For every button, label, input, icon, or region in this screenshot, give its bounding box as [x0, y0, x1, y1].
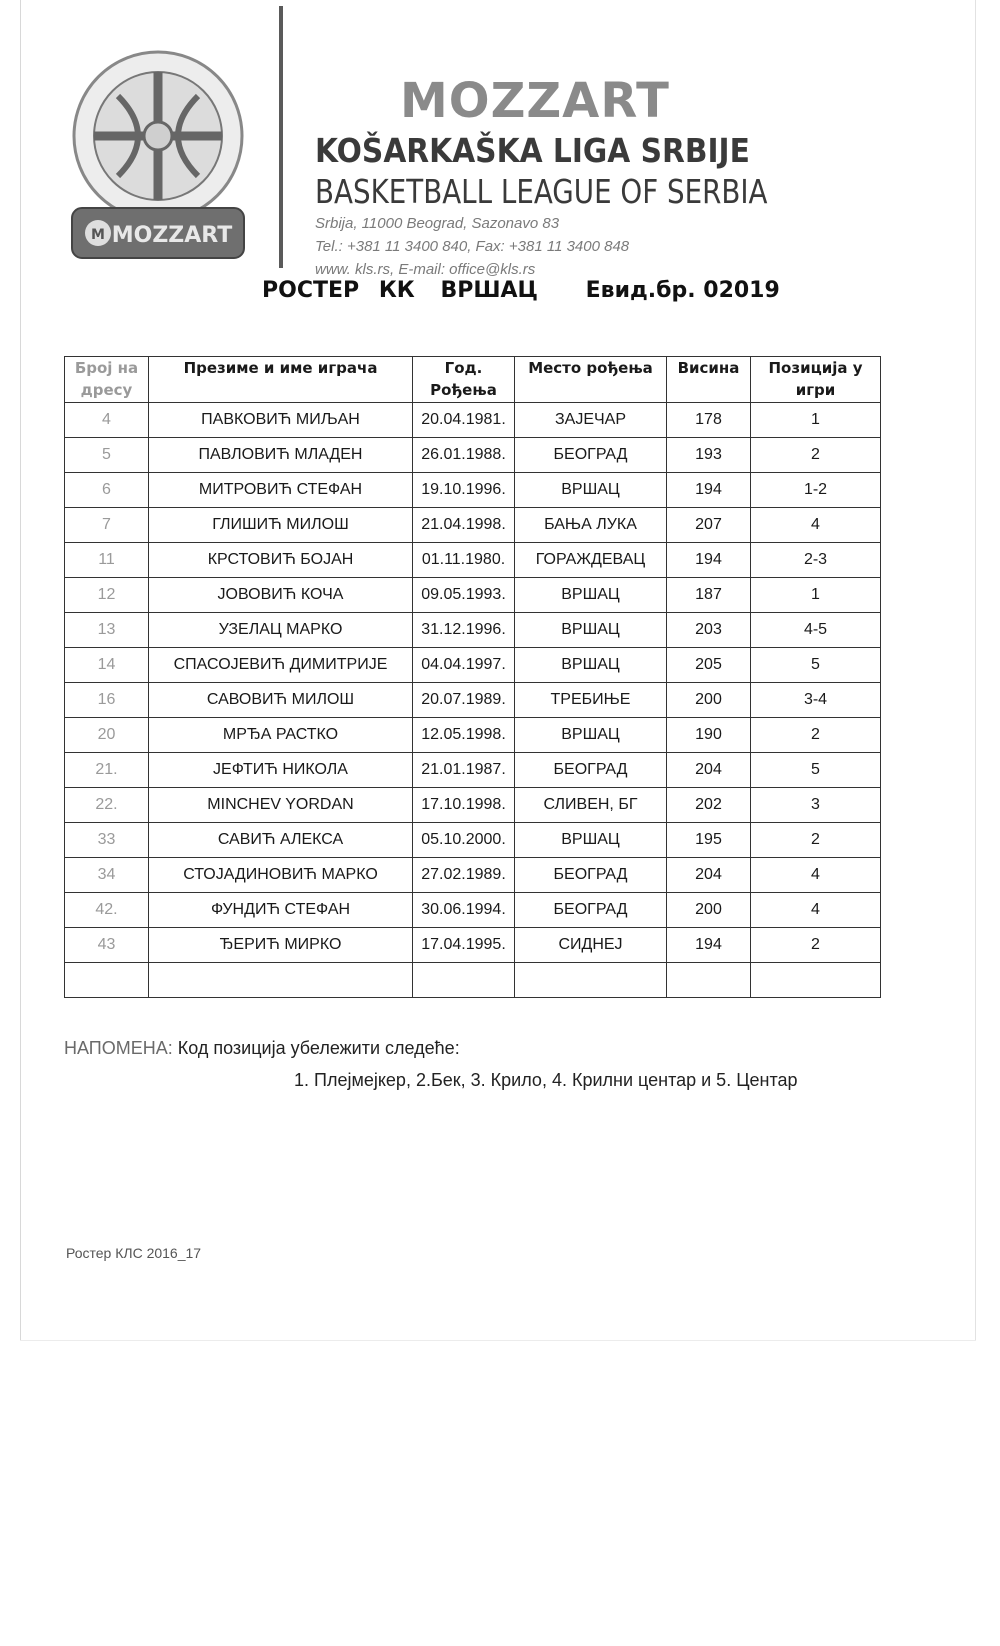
registration-number: Евид.бр. 02019 [585, 278, 780, 303]
player-name: ЂЕРИЋ МИРКО [149, 928, 413, 963]
org-name-english: BASKETBALL LEAGUE OF SERBIA [315, 172, 768, 211]
player-height: 202 [667, 788, 751, 823]
table-row [65, 438, 881, 473]
birth-place: ВРШАЦ [515, 648, 667, 683]
birth-place: БАЊА ЛУКА [515, 508, 667, 543]
player-position: 1-2 [751, 473, 881, 508]
header-number: Број на дресу [65, 357, 149, 403]
player-height: 194 [667, 473, 751, 508]
table-row [65, 788, 881, 823]
player-height: 204 [667, 858, 751, 893]
player-number: 42. [65, 893, 149, 928]
birth-date: 05.10.2000. [413, 823, 515, 858]
birth-place: ТРЕБИЊЕ [515, 683, 667, 718]
player-height: 200 [667, 893, 751, 928]
player-name: СТОЈАДИНОВИЋ МАРКО [149, 858, 413, 893]
birth-date: 17.10.1998. [413, 788, 515, 823]
player-number: 34 [65, 858, 149, 893]
table-row [65, 508, 881, 543]
player-number: 12 [65, 578, 149, 613]
birth-place: БЕОГРАД [515, 753, 667, 788]
birth-place: ВРШАЦ [515, 473, 667, 508]
birth-place: СИДНЕЈ [515, 928, 667, 963]
player-position: 3 [751, 788, 881, 823]
table-row [65, 403, 881, 438]
table-row [65, 858, 881, 893]
player-position: 3-4 [751, 683, 881, 718]
player-number: 11 [65, 543, 149, 578]
birth-date: 21.01.1987. [413, 753, 515, 788]
player-height [667, 963, 751, 998]
player-position: 1 [751, 403, 881, 438]
birth-date: 27.02.1989. [413, 858, 515, 893]
org-name-serbian: KOŠARKAŠKA LIGA SRBIJE [315, 131, 750, 170]
player-position: 4 [751, 508, 881, 543]
svg-text:MOZZART: MOZZART [111, 223, 233, 248]
player-position: 5 [751, 648, 881, 683]
player-name: ПАВКОВИЋ МИЉАН [149, 403, 413, 438]
birth-place: ВРШАЦ [515, 718, 667, 753]
table-row [65, 613, 881, 648]
position-legend: 1. Плејмејкер, 2.Бек, 3. Крило, 4. Крилни центар и 5. Центар [294, 1070, 798, 1090]
org-phone: Tel.: +381 11 3400 840, Fax: +381 11 3400 848 [315, 238, 630, 255]
player-name: САВОВИЋ МИЛОШ [149, 683, 413, 718]
player-number: 5 [65, 438, 149, 473]
player-position: 4 [751, 858, 881, 893]
birth-date: 31.12.1996. [413, 613, 515, 648]
birth-date: 20.04.1981. [413, 403, 515, 438]
player-name: ЈЕФТИЋ НИКОЛА [149, 753, 413, 788]
roster-label: РОСТЕР [262, 278, 360, 303]
birth-date: 01.11.1980. [413, 543, 515, 578]
table-row [65, 578, 881, 613]
org-header [315, 72, 915, 281]
player-height: 203 [667, 613, 751, 648]
player-name: ЈОВОВИЋ КОЧА [149, 578, 413, 613]
player-name [149, 963, 413, 998]
header-birth-place: Место рођења [515, 357, 667, 403]
player-name: ГЛИШИЋ МИЛОШ [149, 508, 413, 543]
player-number: 14 [65, 648, 149, 683]
header-divider [279, 6, 283, 268]
note-text: Код позиција убележити следеће: [177, 1038, 460, 1058]
player-height: 190 [667, 718, 751, 753]
player-name: СПАСОЈЕВИЋ ДИМИТРИЈЕ [149, 648, 413, 683]
player-position: 2 [751, 718, 881, 753]
player-height: 205 [667, 648, 751, 683]
note [64, 1038, 460, 1059]
player-number: 16 [65, 683, 149, 718]
player-name: ФУНДИЋ СТЕФАН [149, 893, 413, 928]
org-web: www. kls.rs, E-mail: office@kls.rs [315, 261, 536, 278]
birth-place: БЕОГРАД [515, 438, 667, 473]
mozzart-wordmark: MOZZART [400, 73, 670, 129]
birth-date: 21.04.1998. [413, 508, 515, 543]
header-name: Презиме и име играча [149, 357, 413, 403]
player-position: 4 [751, 893, 881, 928]
svg-text:M: M [91, 227, 105, 243]
player-name: КРСТОВИЋ БОЈАН [149, 543, 413, 578]
table-row [65, 718, 881, 753]
birth-date: 04.04.1997. [413, 648, 515, 683]
player-number: 13 [65, 613, 149, 648]
header-birth-year: Год. Рођења [413, 357, 515, 403]
player-position: 1 [751, 578, 881, 613]
player-position: 4-5 [751, 613, 881, 648]
birth-place: ЗАЈЕЧАР [515, 403, 667, 438]
table-header-row [65, 357, 881, 403]
birth-place: ВРШАЦ [515, 613, 667, 648]
birth-place: БЕОГРАД [515, 858, 667, 893]
table-row [65, 473, 881, 508]
birth-date [413, 963, 515, 998]
player-height: 193 [667, 438, 751, 473]
birth-place [515, 963, 667, 998]
scan-edge [20, 1340, 976, 1341]
player-position: 2-3 [751, 543, 881, 578]
player-name: МИТРОВИЋ СТЕФАН [149, 473, 413, 508]
player-position [751, 963, 881, 998]
club-prefix: КК [378, 278, 415, 303]
table-row [65, 648, 881, 683]
birth-date: 12.05.1998. [413, 718, 515, 753]
table-row [65, 928, 881, 963]
player-position: 5 [751, 753, 881, 788]
birth-place: БЕОГРАД [515, 893, 667, 928]
table-row [65, 753, 881, 788]
birth-place: ВРШАЦ [515, 578, 667, 613]
roster-table [64, 356, 881, 998]
player-height: 178 [667, 403, 751, 438]
league-seal-logo [68, 48, 248, 276]
header-height: Висина [667, 357, 751, 403]
player-height: 194 [667, 543, 751, 578]
scan-edge [975, 0, 976, 1340]
player-name: УЗЕЛАЦ МАРКО [149, 613, 413, 648]
birth-date: 19.10.1996. [413, 473, 515, 508]
player-number: 7 [65, 508, 149, 543]
table-row [65, 543, 881, 578]
birth-date: 26.01.1988. [413, 438, 515, 473]
player-height: 187 [667, 578, 751, 613]
player-name: САВИЋ АЛЕКСА [149, 823, 413, 858]
birth-date: 20.07.1989. [413, 683, 515, 718]
player-number: 21. [65, 753, 149, 788]
player-height: 204 [667, 753, 751, 788]
player-name: МРЂА РАСТКО [149, 718, 413, 753]
player-number: 43 [65, 928, 149, 963]
birth-place: СЛИВЕН, БГ [515, 788, 667, 823]
player-number: 6 [65, 473, 149, 508]
table-row [65, 683, 881, 718]
player-name: ПАВЛОВИЋ МЛАДЕН [149, 438, 413, 473]
player-number: 20 [65, 718, 149, 753]
player-height: 207 [667, 508, 751, 543]
org-address: Srbija, 11000 Beograd, Sazonavo 83 [315, 215, 560, 232]
player-height: 200 [667, 683, 751, 718]
table-row [65, 823, 881, 858]
player-name: MINCHEV YORDAN [149, 788, 413, 823]
scan-edge [20, 0, 21, 1340]
roster-title [262, 278, 780, 303]
birth-date: 30.06.1994. [413, 893, 515, 928]
footer-label: Ростер КЛС 2016_17 [66, 1245, 202, 1261]
birth-place: ГОРАЖДЕВАЦ [515, 543, 667, 578]
table-row [65, 893, 881, 928]
player-number: 22. [65, 788, 149, 823]
birth-date: 09.05.1993. [413, 578, 515, 613]
player-number: 4 [65, 403, 149, 438]
player-position: 2 [751, 438, 881, 473]
player-number [65, 963, 149, 998]
note-label: НАПОМЕНА: [64, 1038, 173, 1058]
player-number: 33 [65, 823, 149, 858]
birth-place: ВРШАЦ [515, 823, 667, 858]
player-position: 2 [751, 823, 881, 858]
player-height: 195 [667, 823, 751, 858]
table-row [65, 963, 881, 998]
birth-date: 17.04.1995. [413, 928, 515, 963]
header-position: Позиција у игри [751, 357, 881, 403]
team-name: ВРШАЦ [440, 278, 538, 303]
player-height: 194 [667, 928, 751, 963]
player-position: 2 [751, 928, 881, 963]
